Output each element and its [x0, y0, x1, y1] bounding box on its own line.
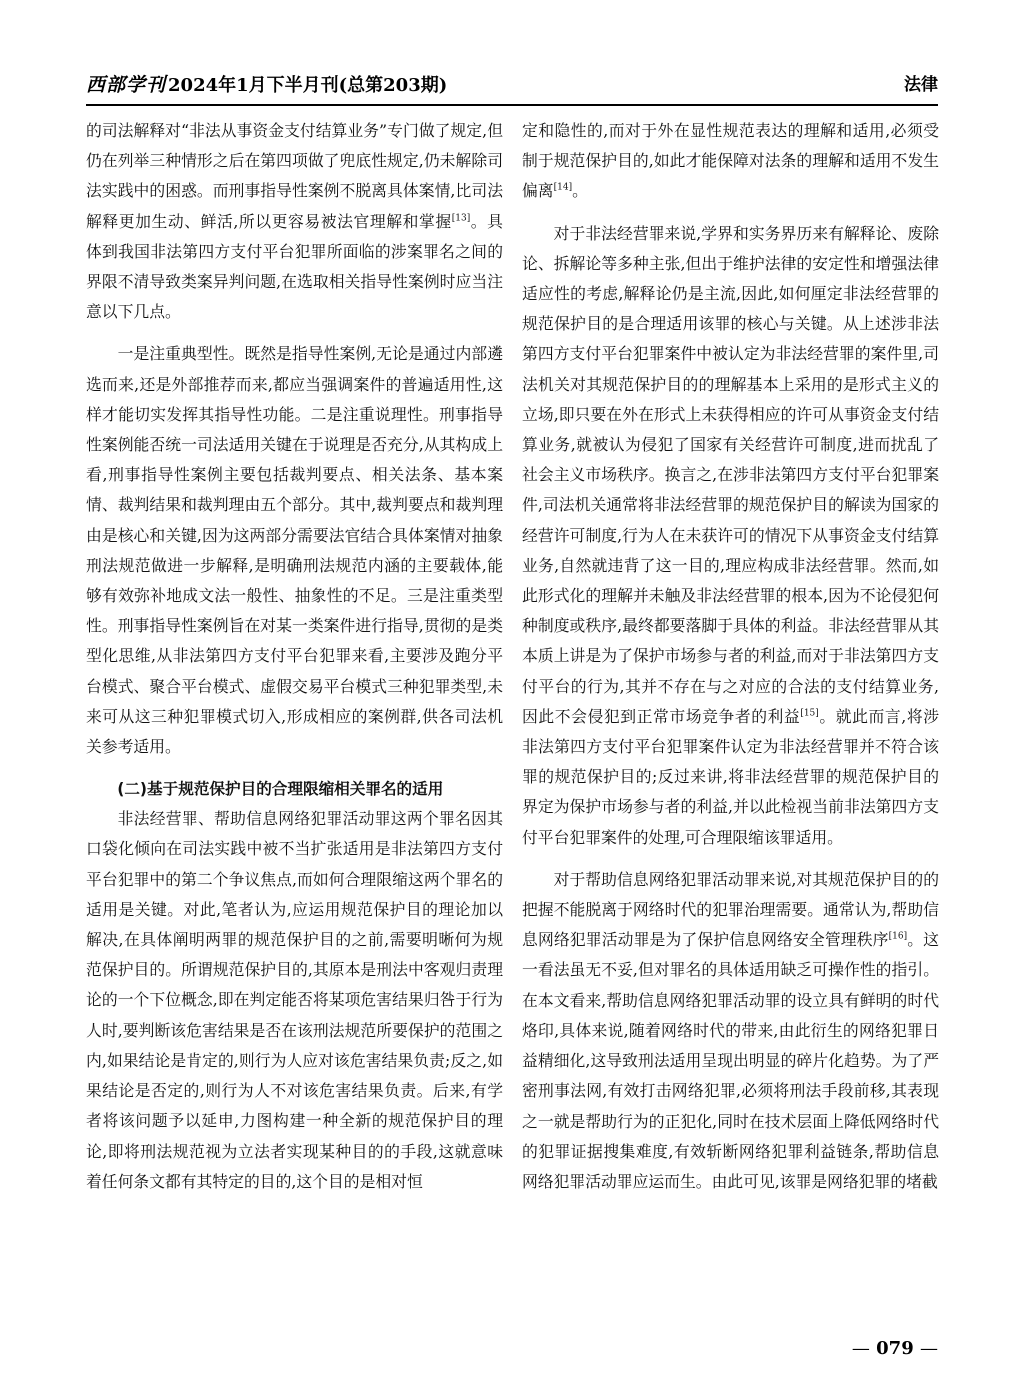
citation-ref: [14] [553, 183, 573, 194]
paragraph [522, 865, 939, 1197]
issue-info: 2024年1月下半月刊(总第203期) [168, 75, 448, 96]
citation-ref: [15] [800, 708, 819, 719]
paragraph: 非法经营罪、帮助信息网络犯罪活动罪这两个罪名因其口袋化倾向在司法实践中被不当扩张适用是非法第四方支付平台犯罪中的第二个争议焦点,而如何合理限缩这两个罪名的适用是关键。对此,笔者认为,应运用规范保护目的理论加以解决,在具体阐明两罪的规范保护目的之前,需要明晰何为规范保护目的。所谓规范保护目的,其原本是刑法中客观归责理论的一个下位概念,即在判定能否将某项危害结果归咎于行为人时,要判断该危害结果是否在该刑法规范所要保护的范围之内,如果结论是肯定的,则行为人应对该危害结果负责;反之,如果结论是否定的,则行为人不对该危害结果负责。后来,有学者将该问题予以延申,力图构建一种全新的规范保护目的理论,即将刑法规范视为立法者实现某种目的的手段,这就意味着任何条文都有其特定的目的,这个目的是相对恒 [86, 809, 503, 1191]
paragraph-text: 。具体到我国非法第四方支付平台犯罪所面临的涉案罪名之间的界限不清导致类案异判问题,在选取相关指导性案例时应当注意以下几点。 [86, 211, 503, 322]
journal-logo: 西部学刊 [86, 74, 167, 96]
page-number-value: 079 [876, 1338, 914, 1359]
paragraph [86, 116, 503, 327]
paragraph-text: 定和隐性的,而对于外在显性规范表达的理解和适用,必须受制于规范保护目的,如此才能保障对法条的理解和适用不发生偏离 [522, 121, 939, 201]
header-rule [86, 104, 938, 106]
citation-ref: [13] [451, 213, 471, 224]
journal-title [86, 70, 447, 97]
paragraph-text: 。这一看法虽无不妥,但对罪名的具体适用缺乏可操作性的指引。在本文看来,帮助信息网络犯罪活动罪的设立具有鲜明的时代烙印,具体来说,随着网络时代的带来,由此衍生的网络犯罪日益精细化,这导致刑法适用呈现出明显的碎片化趋势。为了严密刑事法网,有效打击网络犯罪,必须将刑法手段前移,其表现之一就是帮助行为的正犯化,同时在技术层面上降低网络时代的犯罪证据搜集难度,有效斩断网络犯罪利益链条,帮助信息网络犯罪活动罪应运而生。由此可见,该罪是网络犯罪的堵截 [522, 930, 939, 1191]
section-heading: (二)基于规范保护目的合理限缩相关罪名的适用 [117, 780, 444, 799]
paragraph-text: 的司法解释对“非法从事资金支付结算业务”专门做了规定,但仍在列举三种情形之后在第四项做了兜底性规定,仍未解除司法实践中的困惑。而刑事指导性案例不脱离具体案情,比司法解释更加生动、鲜活,所以更容易被法官理解和掌握 [86, 121, 503, 231]
paragraph-text: 。就此而言,将涉非法第四方支付平台犯罪案件认定为非法经营罪并不符合该罪的规范保护目的;反过来讲,将非法经营罪的规范保护目的界定为保护市场参与者的利益,并以此检视当前非法第四方支付平台犯罪案件的处理,可合理限缩该罪适用。 [522, 706, 939, 847]
paragraph-text: 对于非法经营罪来说,学界和实务界历来有解释论、废除论、拆解论等多种主张,但出于维护法律的安定性和增强法律适应性的考虑,解释论仍是主流,因此,如何厘定非法经营罪的规范保护目的是合理适用该罪的核心与关键。从上述涉非法第四方支付平台犯罪案件中被认定为非法经营罪的案件里,司法机关对其规范保护目的的理解基本上采用的是形式主义的立场,即只要在外在形式上未获得相应的许可从事资金支付结算业务,就被认为侵犯了国家有关经营许可制度,进而扰乱了社会主义市场秩序。换言之,在涉非法第四方支付平台犯罪案件,司法机关通常将非法经营罪的规范保护目的解读为国家的经营许可制度,行为人在未获许可的情况下从事资金支付结算业务,自然就违背了这一目的,理应构成非法经营罪。然而,如此形式化的理解并未触及非法经营罪的根本,因为不论侵犯何种制度或秩序,最终都要落脚于具体的利益。非法经营罪从其本质上讲是为了保护市场参与者的利益,而对于非法第四方支付平台的行为,其并不存在与之对应的合法的支付结算业务,因此不会侵犯到正常市场竞争者的利益 [522, 223, 939, 726]
right-column [522, 116, 939, 1197]
folio-dash: — [920, 1338, 938, 1359]
paragraph-text: 。 [572, 181, 588, 201]
paragraph [522, 219, 939, 853]
left-column [86, 116, 503, 1197]
citation-ref: [16] [888, 932, 908, 943]
paragraph [522, 116, 939, 207]
running-header [86, 70, 938, 100]
section-name: 法律 [904, 75, 938, 95]
paragraph-text: 对于帮助信息网络犯罪活动罪来说,对其规范保护目的的把握不能脱离于网络时代的犯罪治理需要。通常认为,帮助信息网络犯罪活动罪是为了保护信息网络安全管理秩序 [522, 869, 939, 950]
page-number [852, 1338, 938, 1359]
paragraph: 一是注重典型性。既然是指导性案例,无论是通过内部遴选而来,还是外部推荐而来,都应当强调案件的普遍适用性,这样才能切实发挥其指导性功能。二是注重说理性。刑事指导性案例能否统一司法适用关键在于说理是否充分,从其构成上看,刑事指导性案例主要包括裁判要点、相关法条、基本案情、裁判结果和裁判理由五个部分。其中,裁判要点和裁判理由是核心和关键,因为这两部分需要法官结合具体案情对抽象刑法规范做进一步解释,是明确刑法规范内涵的主要载体,能够有效弥补地成文法一般性、抽象性的不足。三是注重类型性。刑事指导性案例旨在对某一类案件进行指导,贯彻的是类型化思维,从非法第四方支付平台犯罪来看,主要涉及跑分平台模式、聚合平台模式、虚假交易平台模式三种犯罪类型,未来可从这三种犯罪模式切入,形成相应的案例群,供各司法机关参考适用。 [86, 344, 503, 757]
folio-dash: — [851, 1338, 870, 1359]
